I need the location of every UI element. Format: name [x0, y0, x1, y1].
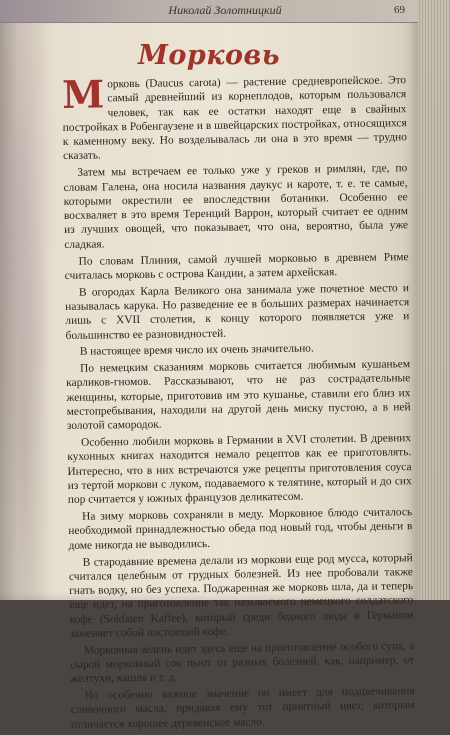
gutter-shadow: [0, 0, 18, 600]
paragraph-text: орковь (Daucus carota) — растение средневропейское. Это самый древнейший из корнеплодов, которым пользовался человек, так как ее остатки находят еще в свайных постройках в Робенгаузене и в швейцарских постройках, относящихся к каменному веку. Но возделывалась ли она в это время — трудно сказать.: [62, 74, 407, 163]
paragraph-10: Морковная зелень идет здесь еще на приготовление особого супа, а сырой морковный сок пьют от разных болезней, как, например, от желтухи, кашля и т. д.: [70, 639, 415, 686]
paragraph-9: В стародавние времена делали из моркови еще род мусса, который считался целебным от грудных болезней. Из нее пробовали также гнать водку, но без успеха. Поджаренная же морковь шла, да и теперь еще идет, на приготовление так называемого немецкого солдатского кофе (Soldaten Kaffee), который среди бедного люда в Германии заменяет собой настоящий кофе.: [68, 551, 414, 640]
author-running-head: Николай Золотницкий: [168, 3, 282, 17]
paragraph-6: По немецким сказаниям морковь считается любимым кушаньем карликов-гномов. Рассказывают, что не раз сострадательные женщины, которые, приготовив им это кушанье, ставили его близ их местопребывания, находили на другой день миску пустою, а в ней золотой самородок.: [66, 358, 411, 433]
page-stack-edge: [414, 0, 450, 600]
paragraph-4: В огородах Карла Великого она занимала уже почетное место и называлась карука. Но разведение ее в больших размерах начинается лишь с XVII столетия, к концу которого появляется уже и большинство ее разновидностей.: [65, 281, 410, 342]
paragraph-11: Но особенно важное значение он имеет для подцвечивания сливочного масла, придавая ему тот приятный цвет, которым отличается хорошее деревенское масло.: [70, 685, 415, 731]
article-title: Морковь: [137, 40, 281, 71]
article-body: [62, 73, 415, 734]
paragraph-1: [62, 73, 407, 164]
drop-cap: М: [61, 71, 105, 117]
paragraph-5: В настоящее время число их очень значительно.: [79, 342, 314, 359]
paragraph-2: Затем мы встречаем ее только уже у греков и римлян, где, по словам Галена, она носила названия даукус и кароте, т. е. те самые, которыми окрестили ее впоследствии ботаники. Особенно ее восхваляет в это время Теренций Варрон, который считает ее одним из лучших овощей, что показывает, что она, вероятно, была уже сладкая.: [63, 162, 409, 251]
page-number: 69: [394, 4, 405, 16]
running-header: [0, 0, 418, 23]
paragraph-7: Особенно любили морковь в Германии в XVI столетии. В древних кухонных книгах находится немало рецептов как ее приготовлять. Интересно, что в них встречаются уже рецепты приготовления соуса из тертой моркови с луком, подаваемого к телятине, который и до сих пор считается у южных французов деликатесом.: [67, 432, 412, 507]
paragraph-8: На зиму морковь сохраняли в меду. Морковное блюдо считалось необходимой принадлежностью обеда под новый год, чтобы деньги в доме никогда не выводились.: [68, 506, 413, 552]
paragraph-3: По словам Плиния, самой лучшей морковью в древнем Риме считалась морковь с острова Кандии, а затем архейская.: [64, 250, 409, 282]
